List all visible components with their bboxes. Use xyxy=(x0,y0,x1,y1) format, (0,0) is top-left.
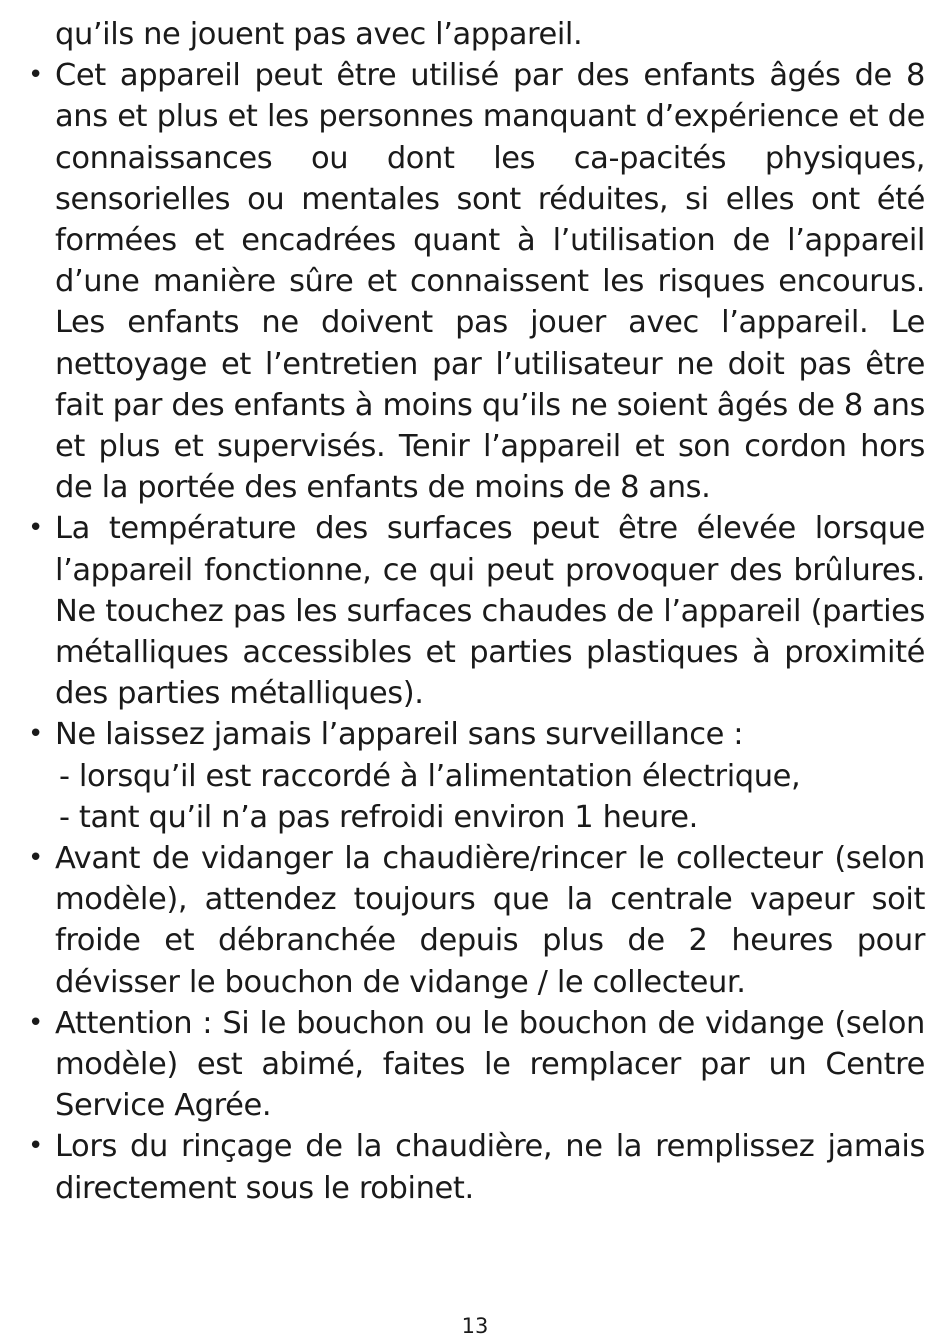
safety-instructions xyxy=(28,14,925,1209)
list-item-text: Lors du rinçage de la chaudière, ne la remplissez jamais directement sous le robinet. xyxy=(55,1129,925,1206)
list-item-text: Attention : Si le bouchon ou le bouchon de vidange (selon modèle) est abimé, faites le remplacer par un Centre Service Agrée. xyxy=(55,1005,925,1124)
list-item-text: Avant de vidanger la chaudière/rincer le collecteur (selon modèle), attendez toujours que la centrale vapeur soit froide et débranchée depuis plus de 2 heures pour dévisser le bouchon de vidange / le collecteur. xyxy=(55,841,925,1000)
list-item-text: Cet appareil peut être utilisé par des enfants âgés de 8 ans et plus et les personnes manquant d’expérience et de connaissances ou dont les ca-pacités physiques, sensorielles ou mentales sont réduites, si elles ont été formées et encadrées quant à l’utilisation de l’appareil d’une manière sûre et connaissent les risques encourus. Les enfants ne doivent pas jouer avec l’appareil. Le nettoyage et l’entretien par l’utilisateur ne doit pas être fait par des enfants à moins qu’ils ne soient âgés de 8 ans et plus et supervisés. Tenir l’appareil et son cordon hors de la portée des enfants de moins de 8 ans. xyxy=(55,58,925,506)
bullet-icon: • xyxy=(28,843,43,874)
list-item-draining xyxy=(28,838,925,1003)
sub-item-not-cooled: - tant qu’il n’a pas refroidi environ 1 heure. xyxy=(59,799,698,835)
bullet-icon: • xyxy=(28,513,43,544)
continued-text: qu’ils ne jouent pas avec l’appareil. xyxy=(55,17,583,52)
list-item-text: Ne laissez jamais l’appareil sans surveillance : xyxy=(55,717,744,753)
sub-item-connected: - lorsqu’il est raccordé à l’alimentation électrique, xyxy=(59,758,801,794)
bullet-icon: • xyxy=(28,60,43,91)
list-item-children-use xyxy=(28,55,925,508)
bullet-icon: • xyxy=(28,1131,43,1162)
bullet-icon: • xyxy=(28,1007,43,1038)
bullet-icon: • xyxy=(28,719,43,750)
list-item-rinsing xyxy=(28,1126,925,1208)
list-item-surface-temperature xyxy=(28,508,925,714)
list-item-damaged-cap xyxy=(28,1003,925,1127)
list-item-never-unattended xyxy=(28,714,925,838)
list-item-text: La température des surfaces peut être élevée lorsque l’appareil fonctionne, ce qui peut provoquer des brûlures. Ne touchez pas les surfaces chaudes de l’appareil (parties métalliques accessibles et parties plastiques à proximité des parties métalliques). xyxy=(55,511,925,712)
page-number: 13 xyxy=(461,1314,489,1338)
